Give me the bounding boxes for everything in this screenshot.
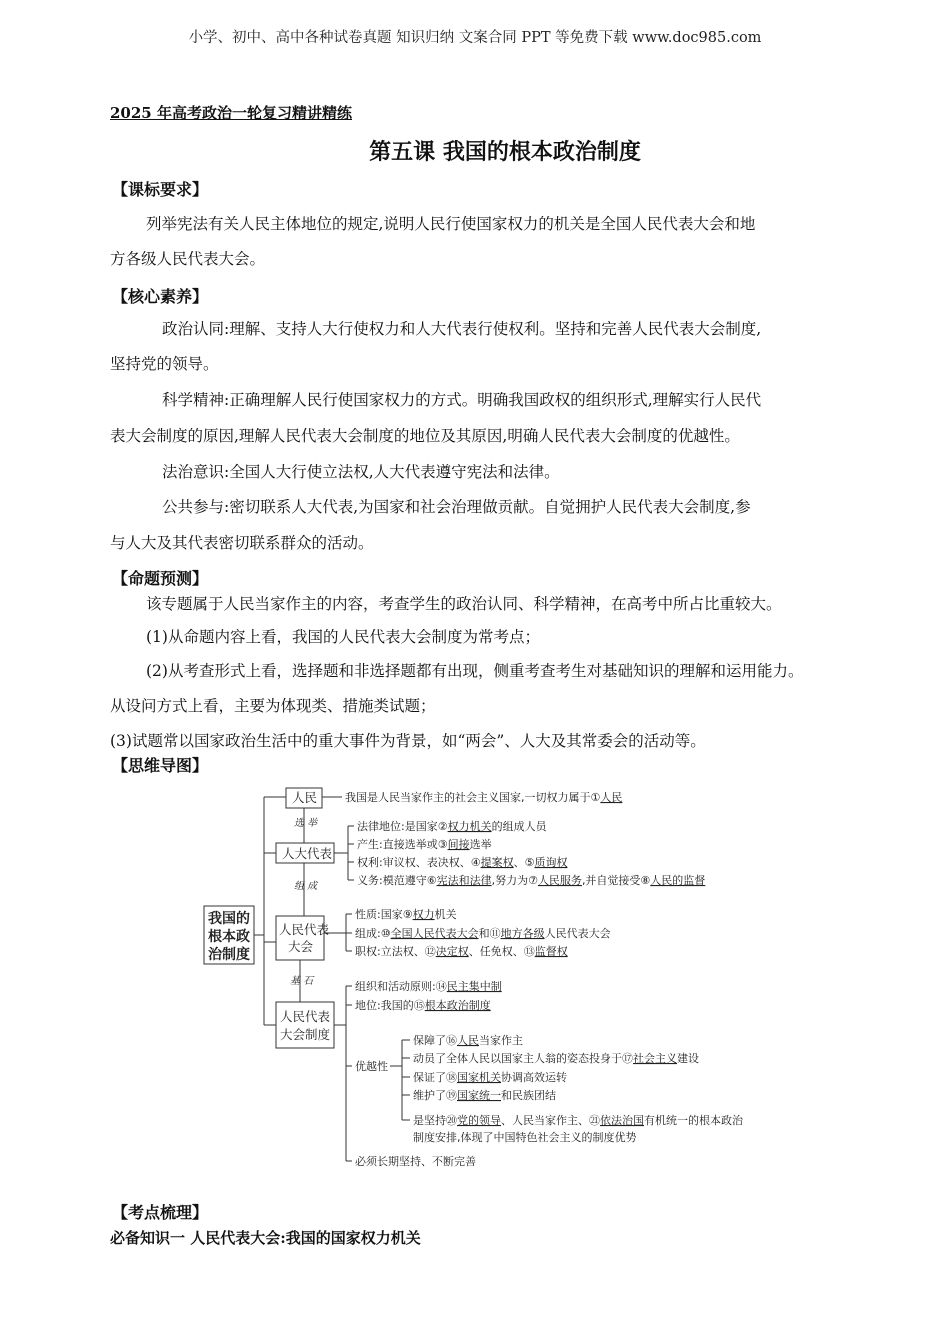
forecast-line: (2)从考查形式上看，选择题和非选择题都有出现，侧重考查考生对基础知识的理解和运用能力。 [146, 662, 804, 680]
mindmap-node-congress: 大会 [288, 939, 314, 954]
mindmap-system-status: 地位:我国的⑮根本政治制度 [355, 999, 491, 1012]
knowledge-subheading: 必备知识一 人民代表大会:我国的国家权力机关 [110, 1229, 421, 1247]
section-heading-forecast: 【命题预测】 [112, 569, 209, 588]
mindmap-node-deputies: 人大代表 [282, 846, 333, 861]
mindmap-advantage-item: 是坚持⑳党的领导、人民当家作主、㉑依法治国有机统一的根本政治 [413, 1114, 743, 1127]
forecast-line: (3)试题常以国家政治生活中的重大事件为背景，如“两会”、人大及其常委会的活动等。 [110, 732, 706, 750]
curriculum-line: 列举宪法有关人民主体地位的规定,说明人民行使国家权力的机关是全国人民代表大会和地 [146, 215, 756, 233]
literacy-line: 科学精神:正确理解人民行使国家权力的方式。明确我国政权的组织形式,理解实行人民代 [162, 391, 762, 409]
mindmap-node-system: 人民代表 [280, 1009, 331, 1024]
forecast-line: 从设问方式上看，主要为体现类、措施类试题； [110, 697, 436, 715]
mindmap-advantage-item: 保障了⑯人民当家作主 [413, 1034, 523, 1047]
literacy-line: 与人大及其代表密切联系群众的活动。 [110, 534, 374, 552]
mindmap-deputies-item: 权利:审议权、表决权、④提案权、⑤质询权 [357, 856, 568, 869]
forecast-line: 该专题属于人民当家作主的内容，考查学生的政治认同、科学精神，在高考中所占比重较大。 [146, 595, 782, 613]
section-heading-curriculum: 【课标要求】 [112, 180, 209, 199]
mindmap-root-line: 治制度 [208, 947, 250, 963]
lesson-title: 第五课 我国的根本政治制度 [369, 139, 641, 165]
section-heading-literacy: 【核心素养】 [112, 287, 209, 306]
mindmap-edge-label: 选 举 [294, 818, 318, 829]
mindmap-congress-item: 组成:⑩全国人民代表大会和⑪地方各级人民代表大会 [355, 927, 611, 940]
mindmap-congress-item: 性质:国家⑨权力机关 [355, 908, 457, 921]
mindmap-deputies-item: 义务:模范遵守⑥宪法和法律,努力为⑦人民服务,并自觉接受⑧人民的监督 [357, 874, 706, 887]
literacy-line: 表大会制度的原因,理解人民代表大会制度的地位及其原因,明确人民代表大会制度的优越性。 [110, 427, 740, 445]
section-heading-points: 【考点梳理】 [112, 1203, 209, 1222]
mindmap-advantage-item: 维护了⑲国家统一和民族团结 [413, 1089, 556, 1102]
literacy-line: 法治意识:全国人大行使立法权,人大代表遵守宪法和法律。 [162, 463, 560, 481]
literacy-line: 公共参与:密切联系人大代表,为国家和社会治理做贡献。自觉拥护人民代表大会制度,参 [162, 498, 751, 516]
mindmap-node-congress: 人民代表 [279, 922, 330, 937]
curriculum-line: 方各级人民代表大会。 [110, 250, 266, 268]
literacy-line: 政治认同:理解、支持人大行使权力和人大代表行使权利。坚持和完善人民代表大会制度, [162, 320, 762, 338]
literacy-line: 坚持党的领导。 [110, 355, 219, 373]
mindmap-system-must: 必须长期坚持、不断完善 [355, 1155, 476, 1168]
mindmap-edge-label: 基 石 [290, 976, 314, 987]
mindmap-advantage-item: 动员了全体人民以国家主人翁的姿态投身于⑰社会主义建设 [413, 1052, 699, 1065]
mindmap-advantage-tail: 制度安排,体现了中国特色社会主义的制度优势 [413, 1131, 637, 1144]
mindmap-advantage-item: 保证了⑱国家机关协调高效运转 [413, 1071, 567, 1084]
mindmap-edge-label: 组 成 [294, 881, 318, 892]
mindmap-system-principle: 组织和活动原则:⑭民主集中制 [355, 980, 502, 993]
section-heading-mindmap: 【思维导图】 [112, 756, 209, 775]
mindmap-root-line: 根本政 [208, 929, 250, 945]
document-title: 2025 年高考政治一轮复习精讲精练 [110, 104, 352, 122]
site-header: 小学、初中、高中各种试卷真题 知识归纳 文案合同 PPT 等免费下载 www.doc985.com [188, 30, 762, 46]
mindmap-node-people: 人民 [292, 790, 318, 805]
mindmap-deputies-item: 产生:直接选举或③间接选举 [357, 838, 492, 851]
mindmap-people-branch: 我国是人民当家作主的社会主义国家,一切权力属于①人民 [345, 791, 623, 804]
mindmap-deputies-item: 法律地位:是国家②权力机关的组成人员 [357, 820, 547, 833]
mind-map-diagram [190, 780, 810, 1180]
mindmap-root-line: 我国的 [208, 911, 250, 927]
mindmap-advantage-label: 优越性 [355, 1060, 388, 1073]
mindmap-congress-item: 职权:立法权、⑫决定权、任免权、⑬监督权 [355, 945, 568, 958]
mindmap-node-system: 大会制度 [280, 1027, 331, 1042]
forecast-line: (1)从命题内容上看，我国的人民代表大会制度为常考点； [146, 628, 540, 646]
